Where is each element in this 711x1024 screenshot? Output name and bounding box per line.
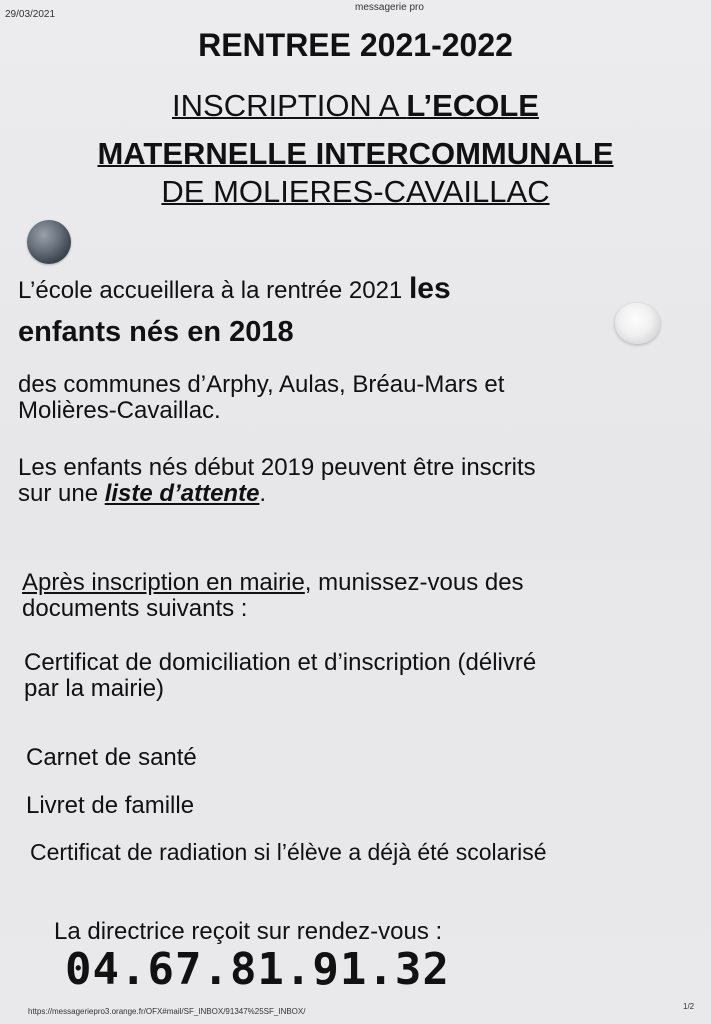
after-registration-link: Après inscription en mairie bbox=[22, 569, 305, 596]
intro-line-2: enfants nés en 2018 bbox=[18, 316, 294, 348]
communes-block bbox=[18, 372, 504, 425]
title-line-inscription bbox=[0, 88, 711, 124]
document-item-2: Carnet de santé bbox=[26, 744, 197, 771]
print-page-number: 1/2 bbox=[683, 1002, 695, 1011]
document-item-3: Livret de famille bbox=[26, 792, 195, 819]
print-site: messagerie pro bbox=[355, 2, 424, 13]
communes-line-1: des communes d’Arphy, Aulas, Bréau-Mars et bbox=[18, 371, 505, 398]
after-registration-suffix: , munissez-vous des bbox=[304, 569, 524, 596]
pin-icon bbox=[615, 303, 660, 344]
title-line-school-type: MATERNELLE INTERCOMMUNALE bbox=[97, 136, 614, 171]
after-registration-line-1 bbox=[22, 570, 524, 596]
document-item-4: Certificat de radiation si l’élève a déjà été scolarisé bbox=[30, 839, 547, 865]
waiting-list-block bbox=[18, 455, 536, 508]
after-registration-block bbox=[22, 570, 524, 623]
document-item-1 bbox=[24, 650, 536, 703]
intro-part-2: les bbox=[408, 272, 451, 305]
waiting-list-link: liste d’attente bbox=[104, 480, 260, 508]
title-line-inscription-prefix: INSCRIPTION A bbox=[172, 88, 407, 123]
after-registration-line-2: documents suivants : bbox=[22, 595, 248, 623]
document-item-1-line-2: par la mairie) bbox=[24, 675, 165, 703]
document-item-1-line-1: Certificat de domiciliation et d’inscription (délivré bbox=[24, 649, 537, 676]
appointment-text: La directrice reçoit sur rendez-vous : bbox=[54, 918, 443, 945]
waiting-line-2-prefix: sur une bbox=[18, 480, 105, 508]
waiting-line-2 bbox=[18, 481, 536, 507]
title-line-inscription-school: L’ECOLE bbox=[406, 88, 539, 123]
intro-part-1: L’école accueillera à la rentrée 2021 bbox=[18, 277, 409, 304]
notice-title: RENTREE 2021-2022 bbox=[198, 27, 513, 63]
pin-icon bbox=[27, 220, 71, 264]
waiting-line-2-suffix: . bbox=[259, 480, 267, 508]
print-date: 29/03/2021 bbox=[5, 9, 56, 20]
title-line-location: DE MOLIERES-CAVAILLAC bbox=[161, 174, 550, 209]
waiting-line-1: Les enfants nés début 2019 peuvent être inscrits bbox=[18, 454, 536, 481]
handwritten-phone-number: 04.67.81.91.32 bbox=[65, 944, 450, 995]
communes-line-2: Molières-Cavaillac. bbox=[18, 397, 221, 425]
print-url: https://messageriepro3.orange.fr/OFX#mail/SF_INBOX/91347%25SF_INBOX/ bbox=[28, 1007, 306, 1016]
intro-line-1 bbox=[18, 272, 451, 305]
